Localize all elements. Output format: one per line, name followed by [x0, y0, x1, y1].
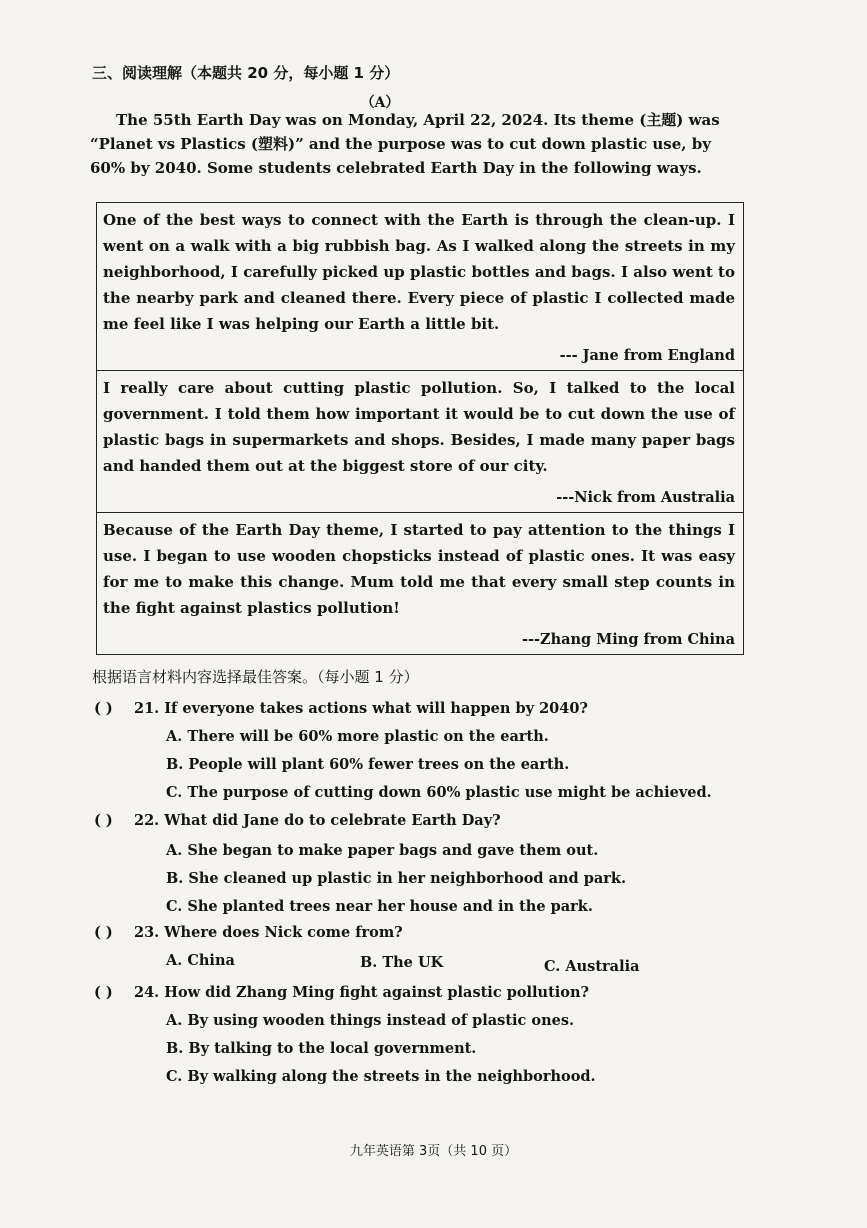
part-label: （A） [360, 95, 400, 111]
option-c: C. By walking along the streets in the neighborhood. [166, 1068, 596, 1085]
question-23 [94, 924, 403, 941]
instruction: 根据语言材料内容选择最佳答案。（每小题 1 分） [92, 668, 419, 686]
option-b: B. The UK [360, 954, 444, 971]
passage-zhang-ming [97, 513, 743, 654]
answer-blank[interactable]: ( ) [94, 984, 113, 1001]
option-c: C. She planted trees near her house and in the park. [166, 898, 593, 915]
option-b: B. She cleaned up plastic in her neighborhood and park. [166, 870, 626, 887]
answer-blank[interactable]: ( ) [94, 700, 113, 717]
passage-text: Because of the Earth Day theme, I started to pay attention to the things I use. I began to use wooden chopsticks instead of plastic ones. It was easy for me to make this change. Mum told me that every small step counts in the fight against plastics pollution! [103, 521, 735, 617]
option-b: B. People will plant 60% fewer trees on the earth. [166, 756, 570, 773]
question-stem: 24. How did Zhang Ming fight against plastic pollution? [134, 984, 589, 1001]
question-stem: 23. Where does Nick come from? [134, 924, 403, 941]
question-21 [94, 700, 588, 717]
question-stem: 21. If everyone takes actions what will happen by 2040? [134, 700, 588, 717]
option-c: C. Australia [544, 958, 640, 975]
option-c: C. The purpose of cutting down 60% plastic use might be achieved. [166, 784, 712, 801]
option-b: B. By talking to the local government. [166, 1040, 477, 1057]
option-a: A. China [166, 952, 235, 969]
passage-jane [97, 203, 743, 371]
page-footer: 九年英语第 3页（共 10 页） [349, 1144, 518, 1159]
passage-signature: ---Nick from Australia [556, 489, 735, 506]
passage-signature: ---Zhang Ming from China [521, 631, 735, 648]
answer-blank[interactable]: ( ) [94, 812, 113, 829]
passage-text: I really care about cutting plastic pollution. So, I talked to the local government. I told them how important it would be to cut down the use of plastic bags in supermarkets and shops. Besides, I made many paper bags and handed them out at the biggest store of our city. [103, 379, 735, 475]
option-a: A. There will be 60% more plastic on the earth. [166, 728, 549, 745]
passage-text: One of the best ways to connect with the Earth is through the clean-up. I went on a walk with a big rubbish bag. As I walked along the streets in my neighborhood, I carefully picked up plastic bottles and bags. I also went to the nearby park and cleaned there. Every piece of plastic I collected made me feel like I was helping our Earth a little bit. [103, 211, 735, 333]
question-stem: 22. What did Jane do to celebrate Earth Day? [134, 812, 501, 829]
option-a: A. She began to make paper bags and gave them out. [166, 842, 599, 859]
answer-blank[interactable]: ( ) [94, 924, 113, 941]
intro-paragraph: The 55th Earth Day was on Monday, April 22, 2024. Its theme (主题) was “Planet vs Plastics (塑料)” and the purpose was to cut down plastic use, by 60% by 2040. Some students celebrated Earth Day in the following ways. [90, 111, 720, 177]
passages-table [96, 202, 744, 655]
question-24 [94, 984, 589, 1001]
question-22 [94, 812, 501, 829]
option-a: A. By using wooden things instead of plastic ones. [166, 1012, 575, 1029]
passage-signature: --- Jane from England [559, 347, 735, 364]
passage-nick [97, 371, 743, 513]
section-title: 三、阅读理解（本题共 20 分，每小题 1 分） [92, 64, 400, 82]
